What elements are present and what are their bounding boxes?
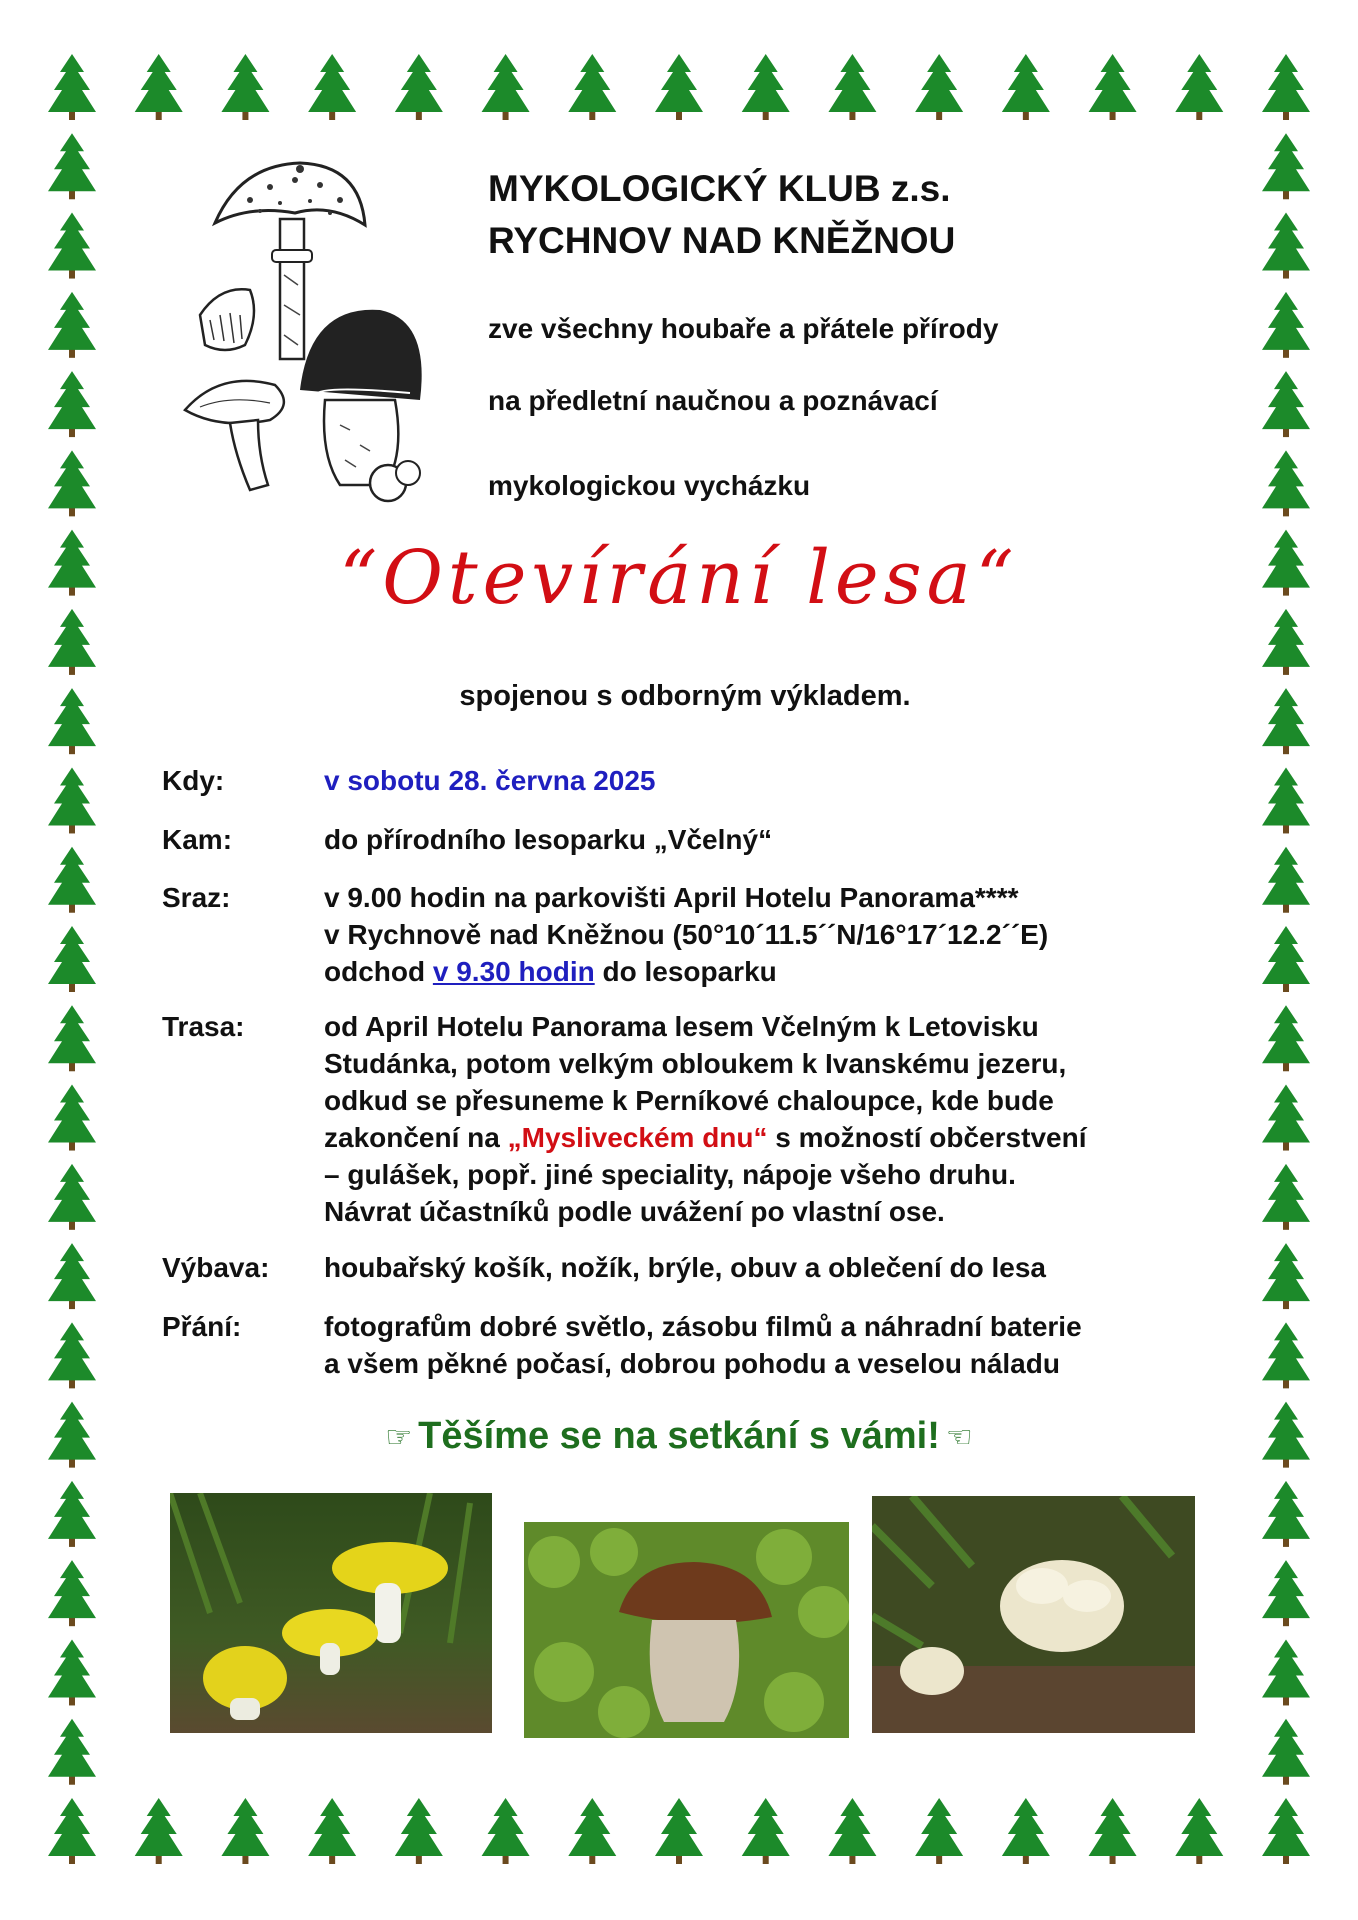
fir-tree-icon	[1262, 133, 1310, 199]
fir-tree-icon	[1262, 213, 1310, 279]
fir-tree-icon	[48, 450, 96, 516]
fir-tree-icon	[655, 54, 703, 120]
fir-tree-icon	[1262, 1719, 1310, 1785]
wishes-line-1: fotografům dobré světlo, zásobu filmů a náhradní baterie	[324, 1311, 1082, 1342]
event-date: v sobotu 28. června 2025	[324, 765, 656, 796]
detail-label-sraz: Sraz:	[162, 882, 231, 913]
fir-tree-icon	[742, 1798, 790, 1864]
event-title: “Otevírání lesa“	[339, 535, 1019, 621]
invite-line-3: mykologickou vycházku	[488, 470, 811, 501]
departure-suffix: do lesoparku	[602, 956, 777, 987]
fir-tree-icon	[1262, 371, 1310, 437]
fir-tree-icon	[48, 1798, 96, 1864]
equipment-info: houbařský košík, nožík, brýle, obuv a oblečení do lesa	[324, 1252, 1046, 1283]
fir-tree-icon	[395, 54, 443, 120]
fir-tree-icon	[48, 1164, 96, 1230]
photo-cauliflower-fungus	[872, 1496, 1195, 1733]
fir-tree-icon	[1002, 54, 1050, 120]
fir-tree-icon	[48, 1481, 96, 1547]
fir-tree-icon	[48, 1085, 96, 1151]
fir-tree-icon	[655, 1798, 703, 1864]
route-info	[324, 1008, 1358, 1230]
fir-tree-icon	[48, 1639, 96, 1705]
fir-tree-icon	[221, 54, 269, 120]
departure-time-link[interactable]: v 9.30 hodin	[432, 956, 595, 987]
fir-tree-icon	[1262, 292, 1310, 358]
fir-tree-icon	[48, 767, 96, 833]
invite-line-1: zve všechny houbaře a přátele přírody	[488, 313, 999, 344]
fir-tree-icon	[1262, 1639, 1310, 1705]
fir-tree-icon	[48, 1243, 96, 1309]
meeting-info	[324, 879, 1358, 990]
fir-tree-icon	[742, 54, 790, 120]
fir-tree-icon	[828, 54, 876, 120]
photo-yellow-russula	[170, 1493, 492, 1733]
fir-tree-icon	[482, 54, 530, 120]
fir-tree-icon	[1262, 1798, 1310, 1864]
fir-tree-icon	[1089, 1798, 1137, 1864]
fir-tree-icon	[482, 1798, 530, 1864]
photo-king-bolete	[524, 1522, 849, 1738]
fir-tree-icon	[1262, 1560, 1310, 1626]
greeting-text: Těšíme se na setkání s vámi!	[418, 1415, 940, 1457]
fir-tree-icon	[48, 1322, 96, 1388]
hunters-day-highlight: „Mysliveckém dnu“	[507, 1122, 768, 1153]
fir-tree-icon	[48, 847, 96, 913]
fir-tree-icon	[1089, 54, 1137, 120]
fir-tree-icon	[135, 1798, 183, 1864]
mushroom-sketch-illustration	[180, 155, 430, 510]
fir-tree-icon	[48, 1560, 96, 1626]
fir-tree-icon	[48, 213, 96, 279]
route-line-6: Návrat účastníků podle uvážení po vlastní ose.	[324, 1196, 945, 1227]
detail-label-vybava: Výbava:	[162, 1252, 270, 1283]
fir-tree-icon	[1262, 1481, 1310, 1547]
meeting-line-1: v 9.00 hodin na parkovišti April Hotelu Panorama****	[324, 882, 1019, 913]
fir-tree-icon	[1002, 1798, 1050, 1864]
route-line-4-prefix: zakončení na	[324, 1122, 500, 1153]
fir-tree-icon	[1175, 54, 1223, 120]
detail-label-kdy: Kdy:	[162, 765, 225, 796]
route-line-5: – gulášek, popř. jiné speciality, nápoje všeho druhu.	[324, 1159, 1016, 1190]
route-line-2: Studánka, potom velkým obloukem k Ivanskému jezeru,	[324, 1048, 1067, 1079]
route-line-3: odkud se přesuneme k Perníkové chaloupce, kde bude	[324, 1085, 1054, 1116]
fir-tree-icon	[135, 54, 183, 120]
fir-tree-icon	[48, 133, 96, 199]
fir-tree-icon	[1262, 54, 1310, 120]
fir-tree-icon	[568, 1798, 616, 1864]
event-subtitle: spojenou s odborným výkladem.	[459, 680, 911, 712]
wishes-info	[324, 1308, 1358, 1382]
club-name: MYKOLOGICKÝ KLUB z.s.	[488, 168, 951, 209]
fir-tree-icon	[395, 1798, 443, 1864]
fir-tree-icon	[828, 1798, 876, 1864]
departure-prefix: odchod	[324, 956, 426, 987]
fir-tree-icon	[48, 926, 96, 992]
club-city: RYCHNOV NAD KNĚŽNOU	[488, 220, 956, 261]
fir-tree-icon	[1175, 1798, 1223, 1864]
route-line-4	[324, 1119, 1358, 1156]
meeting-line-3	[324, 953, 1358, 990]
pointing-hand-left-icon: ☜	[945, 1421, 973, 1455]
route-line-1: od April Hotelu Panorama lesem Včelným k Letovisku	[324, 1011, 1039, 1042]
fir-tree-icon	[221, 1798, 269, 1864]
pointing-hand-right-icon: ☞	[385, 1421, 413, 1455]
fir-tree-icon	[48, 54, 96, 120]
wishes-line-2: a všem pěkné počasí, dobrou pohodu a veselou náladu	[324, 1348, 1060, 1379]
meeting-line-2: v Rychnově nad Kněžnou (50°10´11.5´´N/16°17´12.2´´E)	[324, 919, 1049, 950]
event-place: do přírodního lesoparku „Včelný“	[324, 824, 773, 855]
fir-tree-icon	[48, 1005, 96, 1071]
detail-label-trasa: Trasa:	[162, 1011, 245, 1042]
route-line-4-suffix: s možností občerstvení	[775, 1122, 1087, 1153]
fir-tree-icon	[1262, 450, 1310, 516]
fir-tree-icon	[915, 54, 963, 120]
fir-tree-icon	[48, 371, 96, 437]
footer-greeting	[0, 1415, 1358, 1458]
fir-tree-icon	[568, 54, 616, 120]
detail-label-prani: Přání:	[162, 1311, 242, 1342]
invite-line-2: na předletní naučnou a poznávací	[488, 385, 938, 416]
fir-tree-icon	[48, 292, 96, 358]
fir-tree-icon	[308, 54, 356, 120]
detail-label-kam: Kam:	[162, 824, 233, 855]
fir-tree-icon	[48, 1719, 96, 1785]
fir-tree-icon	[308, 1798, 356, 1864]
fir-tree-icon	[915, 1798, 963, 1864]
